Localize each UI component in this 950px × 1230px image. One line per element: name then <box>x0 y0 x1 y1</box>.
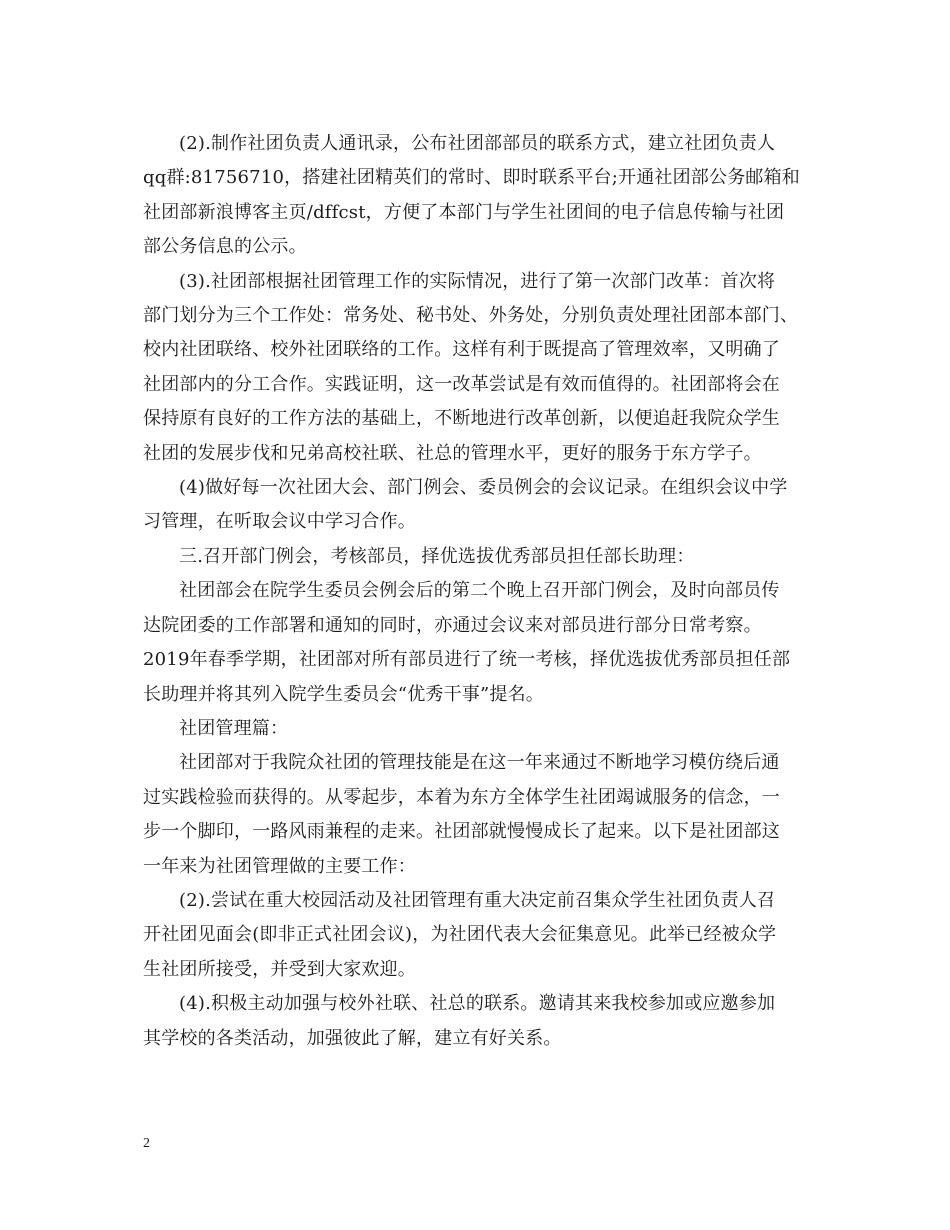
text-line: 社团部内的分工合作。实践证明，这一改革尝试是有效而值得的。社团部将会在 <box>143 373 780 395</box>
page-number: 2 <box>143 1136 150 1151</box>
text-line: 步一个脚印，一路风雨兼程的走来。社团部就慢慢成长了起来。以下是社团部这 <box>143 821 780 843</box>
text-line: (2).制作社团负责人通讯录，公布社团部部员的联系方式，建立社团负责人 <box>179 133 776 154</box>
text-line: 过实践检验而获得的。从零起步，本着为东方全体学生社团竭诚服务的信念，一 <box>143 786 780 808</box>
paragraph-9 <box>143 987 805 1056</box>
text-line: qq群:81756710，搭建社团精英们的常时、即时联系平台;开通社团部公务邮箱和 <box>143 167 800 189</box>
text-line: 长助理并将其列入院学生委员会“优秀干事”提名。 <box>143 683 545 705</box>
document-body <box>143 127 805 1056</box>
text-line: (2).尝试在重大校园活动及社团管理有重大决定前召集众学生社团负责人召 <box>179 889 776 911</box>
text-line: 三.召开部门例会，考核部员，择优选拔优秀部员担任部长助理： <box>179 545 695 567</box>
text-line: (4)做好每一次社团大会、部门例会、委员例会的会议记录。在组织会议中学 <box>179 477 788 499</box>
text-line: 2019年春季学期，社团部对所有部员进行了统一考核，择优选拔优秀部员担任部 <box>143 649 791 671</box>
text-line: 部门划分为三个工作处：常务处、秘书处、外务处，分别负责处理社团部本部门、 <box>143 305 799 327</box>
text-line: 社团部对于我院众社团的管理技能是在这一年来通过不断地学习模仿绕后通 <box>179 752 780 774</box>
paragraph-1 <box>143 127 805 265</box>
text-line: 其学校的各类活动，加强彼此了解，建立有好关系。 <box>143 1027 562 1049</box>
paragraph-3 <box>143 471 805 540</box>
text-line: 生社团所接受，并受到大家欢迎。 <box>143 958 416 980</box>
paragraph-5 <box>143 574 805 712</box>
text-line: 社团部新浪博客主页/dffcst，方便了本部门与学生社团间的电子信息传输与社团 <box>143 201 785 223</box>
text-line: 校内社团联络、校外社团联络的工作。这样有利于既提高了管理效率，又明确了 <box>143 339 780 361</box>
paragraph-2 <box>143 265 805 471</box>
text-line: 保持原有良好的工作方法的基础上，不断地进行改革创新，以便追赶我院众学生 <box>143 408 780 430</box>
text-line: (3).社团部根据社团管理工作的实际情况，进行了第一次部门改革：首次将 <box>179 270 776 292</box>
text-line: (4).积极主动加强与校外社联、社总的联系。邀请其来我校参加或应邀参加 <box>179 993 776 1015</box>
paragraph-7 <box>143 746 805 884</box>
text-line: 开社团见面会(即非正式社团会议)，为社团代表大会征集意见。此举已经被众学 <box>143 924 777 946</box>
text-line: 社团管理篇： <box>179 717 289 739</box>
text-line: 社团的发展步伐和兄弟高校社联、社总的管理水平，更好的服务于东方学子。 <box>143 442 762 464</box>
text-line: 一年来为社团管理做的主要工作： <box>143 855 416 877</box>
text-line: 达院团委的工作部署和通知的同时，亦通过会议来对部员进行部分日常考察。 <box>143 614 762 636</box>
section-heading-management <box>143 712 805 746</box>
section-heading-meetings <box>143 540 805 574</box>
text-line: 社团部会在院学生委员会例会后的第二个晚上召开部门例会，及时向部员传 <box>179 580 780 602</box>
text-line: 部公务信息的公示。 <box>143 236 307 258</box>
paragraph-8 <box>143 884 805 987</box>
text-line: 习管理，在听取会议中学习合作。 <box>143 511 416 533</box>
